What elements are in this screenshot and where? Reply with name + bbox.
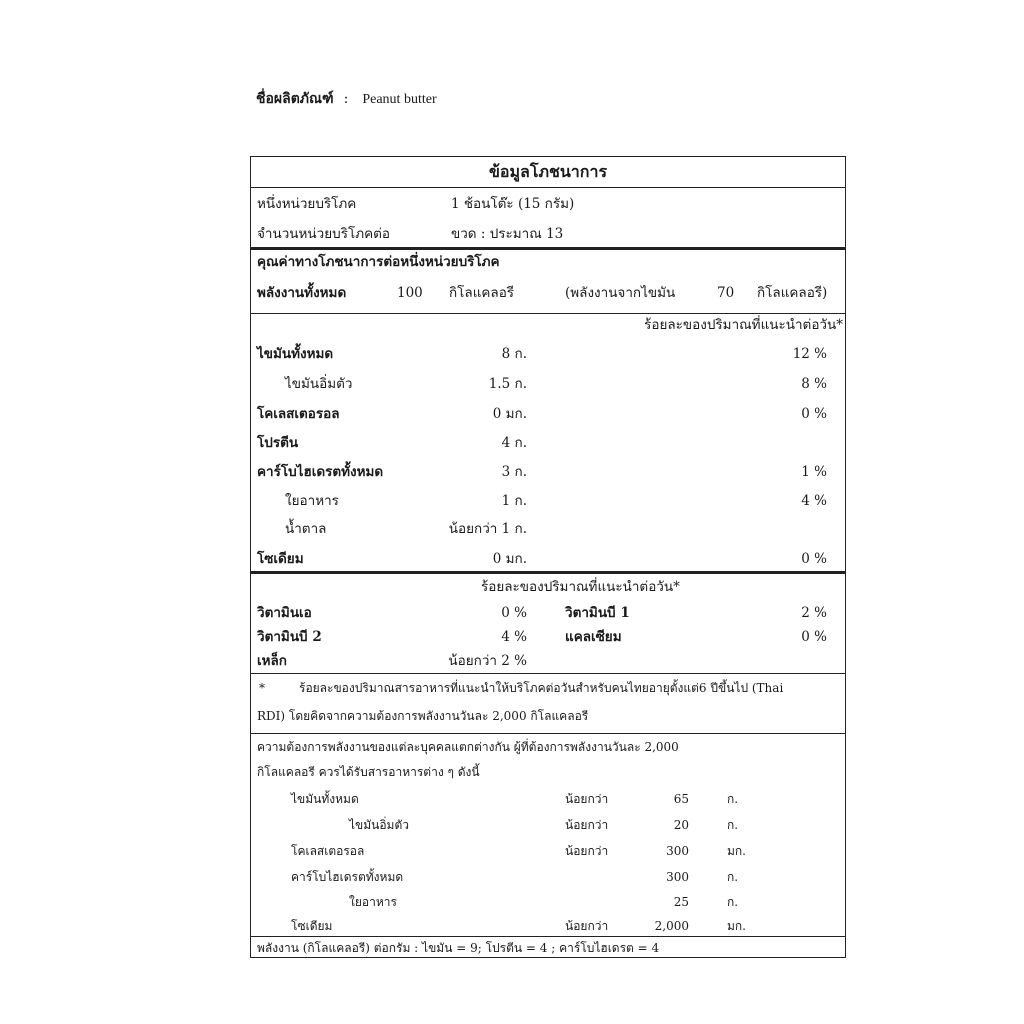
divider [251,313,845,314]
needs-intro-line: กิโลแคลอรี ควรได้รับสารอาหารต่าง ๆ ดังนี้ [257,765,480,779]
divider [251,673,845,674]
nutrient-amount: 3 ก. [501,464,527,480]
nutrient-percent: 0 % [801,551,827,567]
vitamin-name: วิตามินบี 2 [257,629,322,645]
vitamin-name: วิตามินเอ [257,605,312,621]
vitamin-percent: 2 % [801,605,827,621]
divider [251,936,845,937]
energy-value: 100 [397,285,423,301]
footnote-star: * [259,681,265,695]
needs-unit: ก. [727,870,739,884]
needs-nutrient-name: ไขมันอิ่มตัว [349,818,409,832]
vitamin-percent: น้อยกว่า 2 % [448,653,527,669]
needs-nutrient-name: โซเดียม [291,919,333,933]
per-serving-header: คุณค่าทางโภชนาการต่อหนึ่งหน่วยบริโภค [257,254,500,270]
nutrient-percent: 1 % [801,464,827,480]
needs-nutrient-name: โคเลสเตอรอล [291,844,365,858]
nutrient-name: โปรตีน [257,435,299,451]
energy-from-fat-label: (พลังงานจากไขมัน [565,285,676,301]
nutrient-amount: 1.5 ก. [488,376,527,392]
nutrient-percent: 12 % [792,346,827,362]
nutrition-facts-panel [250,156,846,958]
needs-intro-line: ความต้องการพลังงานของแต่ละบุคคลแตกต่างกัน ผู้ที่ต้องการพลังงานวันละ 2,000 [257,740,679,754]
needs-unit: มก. [727,844,746,858]
nutrient-name: ไขมันอิ่มตัว [285,376,353,392]
needs-nutrient-name: ไขมันทั้งหมด [291,792,359,806]
vitamin-name: เหล็ก [257,653,287,669]
needs-unit: มก. [727,919,746,933]
divider-thick [251,247,845,250]
serving-size-value: 1 ช้อนโต๊ะ (15 กรัม) [451,196,575,212]
divider-thick [251,571,845,574]
footnote-line: RDI) โดยคิดจากความต้องการพลังงานวันละ 2,000 กิโลแคลอรี [257,709,589,723]
nutrient-name: ไขมันทั้งหมด [257,346,334,362]
nutrient-amount: 4 ก. [501,435,527,451]
needs-qualifier: น้อยกว่า [565,818,609,832]
nutrient-name: โซเดียม [257,551,304,567]
vitamin-percent: 0 % [501,605,527,621]
needs-unit: ก. [727,818,739,832]
nutrient-amount: น้อยกว่า 1 ก. [448,521,527,537]
energy-from-fat-unit: กิโลแคลอรี) [757,285,828,301]
needs-amount: 2,000 [654,919,689,933]
nutrient-name: คาร์โบไฮเดรตทั้งหมด [257,464,384,480]
nutrient-percent: 8 % [801,376,827,392]
needs-amount: 65 [673,792,689,806]
servings-per-container-value: ขวด : ประมาณ 13 [451,226,564,242]
nutrient-name: ใยอาหาร [285,493,339,509]
nutrient-name: โคเลสเตอรอล [257,406,340,422]
needs-unit: ก. [727,792,739,806]
nutrient-percent: 0 % [801,406,827,422]
energy-unit: กิโลแคลอรี [449,285,515,301]
vitamin-name: แคลเซียม [565,629,622,645]
footnote-line: ร้อยละของปริมาณสารอาหารที่แนะนำให้บริโภคต่อวันสำหรับคนไทยอายุตั้งแต่6 ปีขึ้นไป (Thai [299,681,784,695]
energy-per-gram-footer: พลังงาน (กิโลแคลอรี) ต่อกรัม : ไขมัน = 9; โปรตีน = 4 ; คาร์โบไฮเดรต = 4 [257,941,660,955]
nutrient-name: น้ำตาล [285,521,327,537]
needs-unit: ก. [727,895,739,909]
vitamin-name: วิตามินบี 1 [565,605,630,621]
needs-qualifier: น้อยกว่า [565,792,609,806]
energy-label: พลังงานทั้งหมด [257,285,347,301]
panel-title: ข้อมูลโภชนาการ [488,162,608,181]
product-name-value: Peanut butter [362,92,437,107]
product-name-line [256,88,437,110]
needs-nutrient-name: คาร์โบไฮเดรตทั้งหมด [291,870,404,884]
needs-nutrient-name: ใยอาหาร [349,895,397,909]
rdi-header: ร้อยละของปริมาณที่แนะนำต่อวัน* [644,317,843,333]
nutrient-percent: 4 % [801,493,827,509]
needs-amount: 25 [673,895,689,909]
divider [251,733,845,734]
needs-amount: 300 [666,870,689,884]
product-name-colon: : [343,91,349,107]
needs-qualifier: น้อยกว่า [565,844,609,858]
needs-qualifier: น้อยกว่า [565,919,609,933]
product-name-label: ชื่อผลิตภัณฑ์ [256,91,334,107]
needs-amount: 300 [666,844,689,858]
servings-per-container-label: จำนวนหน่วยบริโภคต่อ [257,226,391,242]
divider [251,187,845,188]
nutrient-amount: 8 ก. [501,346,527,362]
energy-from-fat-value: 70 [717,285,735,301]
vitamin-percent: 4 % [501,629,527,645]
nutrient-amount: 0 มก. [492,551,527,567]
needs-amount: 20 [673,818,689,832]
vitamin-rdi-header: ร้อยละของปริมาณที่แนะนำต่อวัน* [481,579,680,595]
vitamin-percent: 0 % [801,629,827,645]
serving-size-label: หนึ่งหน่วยบริโภค [257,196,357,212]
nutrient-amount: 1 ก. [501,493,527,509]
nutrient-amount: 0 มก. [492,406,527,422]
